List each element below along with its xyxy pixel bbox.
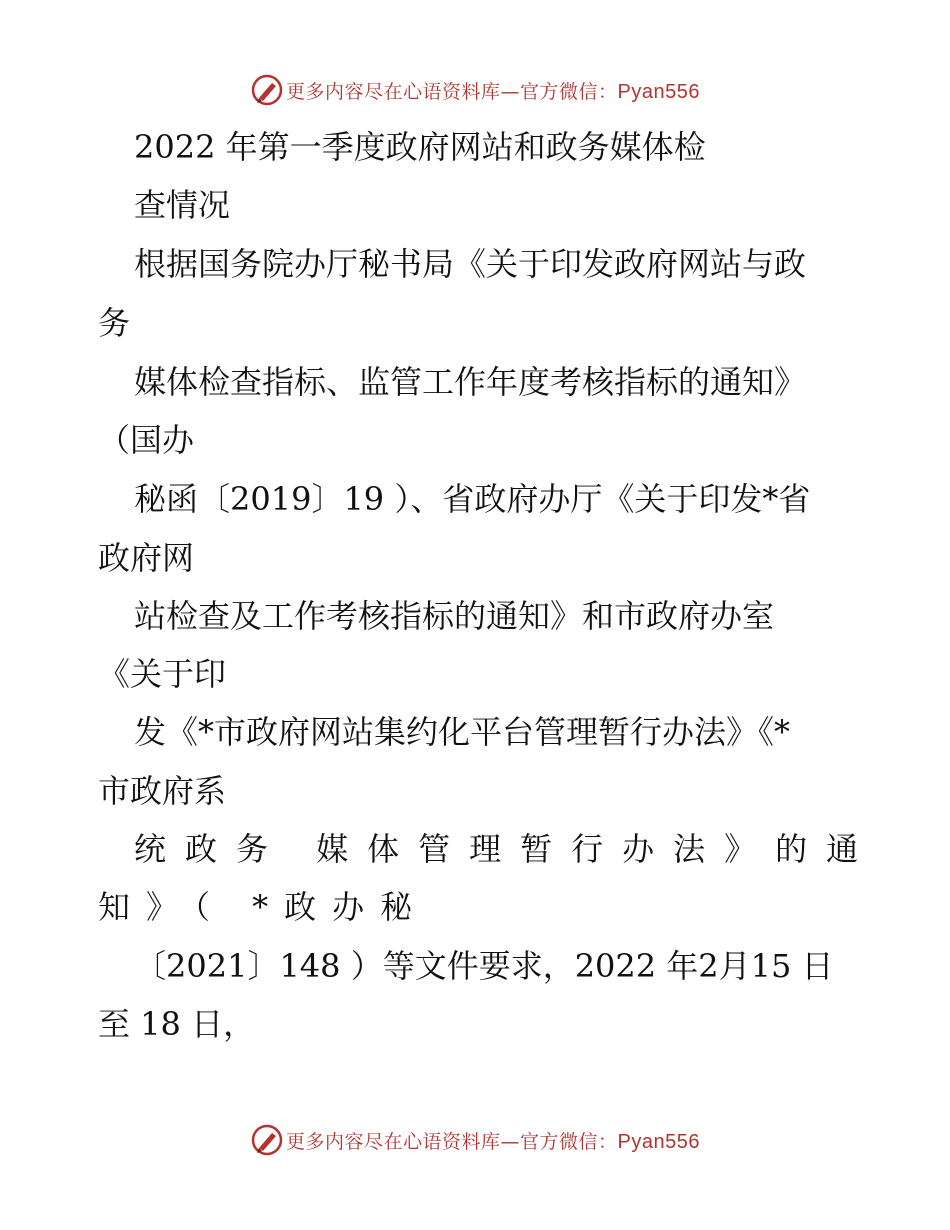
- watermark-header: [0, 70, 950, 110]
- pen-logo-icon: [250, 73, 284, 107]
- doc-text-line: 〔2021〕148 ）等文件要求，2022 年2月15 日: [134, 947, 834, 985]
- doc-text-line: （国办: [98, 421, 195, 459]
- doc-text-line: 政府网: [98, 539, 195, 577]
- watermark-footer: [0, 1120, 950, 1160]
- doc-text-line: 至 18 日，: [98, 1005, 256, 1043]
- pen-logo-icon: [250, 1123, 284, 1157]
- watermark-text: 更多内容尽在心语资料库—官方微信：Pyan556: [286, 80, 700, 103]
- watermark-text: 更多内容尽在心语资料库—官方微信：Pyan556: [286, 1130, 700, 1153]
- doc-text-line: 《关于印: [98, 655, 227, 693]
- doc-text-line: 市政府系: [98, 772, 227, 810]
- doc-text-line: 知》（ *政办秘: [98, 888, 429, 926]
- doc-title-line-2: 查情况: [134, 186, 231, 224]
- doc-text-line: 秘函〔2019〕19 ）、省政府办厅《关于印发*省: [134, 480, 811, 518]
- doc-text-line: 务: [98, 304, 131, 342]
- doc-text-line: 发《*市政府网站集约化平台管理暂行办法》《*: [134, 713, 791, 751]
- doc-text-line: 根据国务院办厅秘书局《关于印发政府网站与政: [134, 245, 807, 283]
- doc-title-line-1: 2022 年第一季度政府网站和政务媒体检: [134, 128, 706, 166]
- doc-text-line: 媒体检查指标、监管工作年度考核指标的通知》: [134, 363, 807, 401]
- doc-text-line: 站检查及工作考核指标的通知》和市政府办室: [134, 597, 775, 635]
- doc-text-line: 统政务 媒体管理暂行办法》的通: [134, 830, 878, 868]
